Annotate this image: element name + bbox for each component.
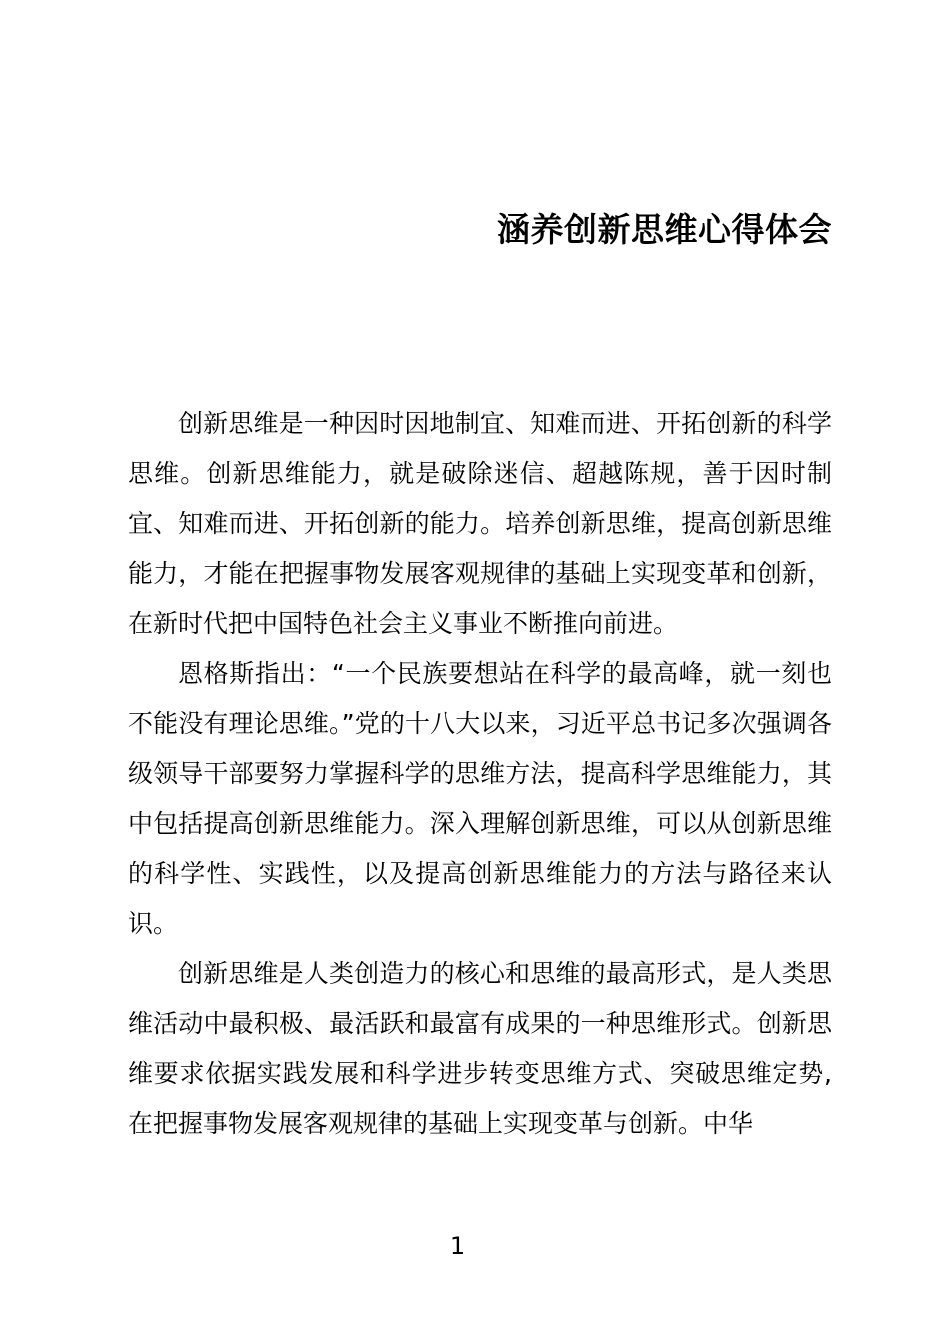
document-body bbox=[128, 399, 832, 1149]
document-title: 涵养创新思维心得体会 bbox=[497, 210, 832, 249]
paragraph-3: 创新思维是人类创造力的核心和思维的最高形式，是人类思维活动中最积极、最活跃和最富有成果的一种思维形式。创新思维要求依据实践发展和科学进步转变思维方式、突破思维定势,在把握事物发展客观规律的基础上实现变革与创新。中华 bbox=[128, 959, 832, 1138]
page-number: 1 bbox=[449, 1232, 466, 1260]
paragraph-1: 创新思维是一种因时因地制宜、知难而进、开拓创新的科学思维。创新思维能力，就是破除迷信、超越陈规，善于因时制宜、知难而进、开拓创新的能力。培养创新思维，提高创新思维能力，才能在把握事物发展客观规律的基础上实现变革和创新，在新时代把中国特色社会主义事业不断推向前进。 bbox=[128, 409, 832, 638]
paragraph-2: 恩格斯指出：“一个民族要想站在科学的最高峰，就一刻也不能没有理论思维。”党的十八大以来，习近平总书记多次强调各级领导干部要努力掌握科学的思维方法，提高科学思维能力，其中包括提高创新思维能力。深入理解创新思维，可以从创新思维的科学性、实践性，以及提高创新思维能力的方法与路径来认识。 bbox=[128, 659, 832, 938]
